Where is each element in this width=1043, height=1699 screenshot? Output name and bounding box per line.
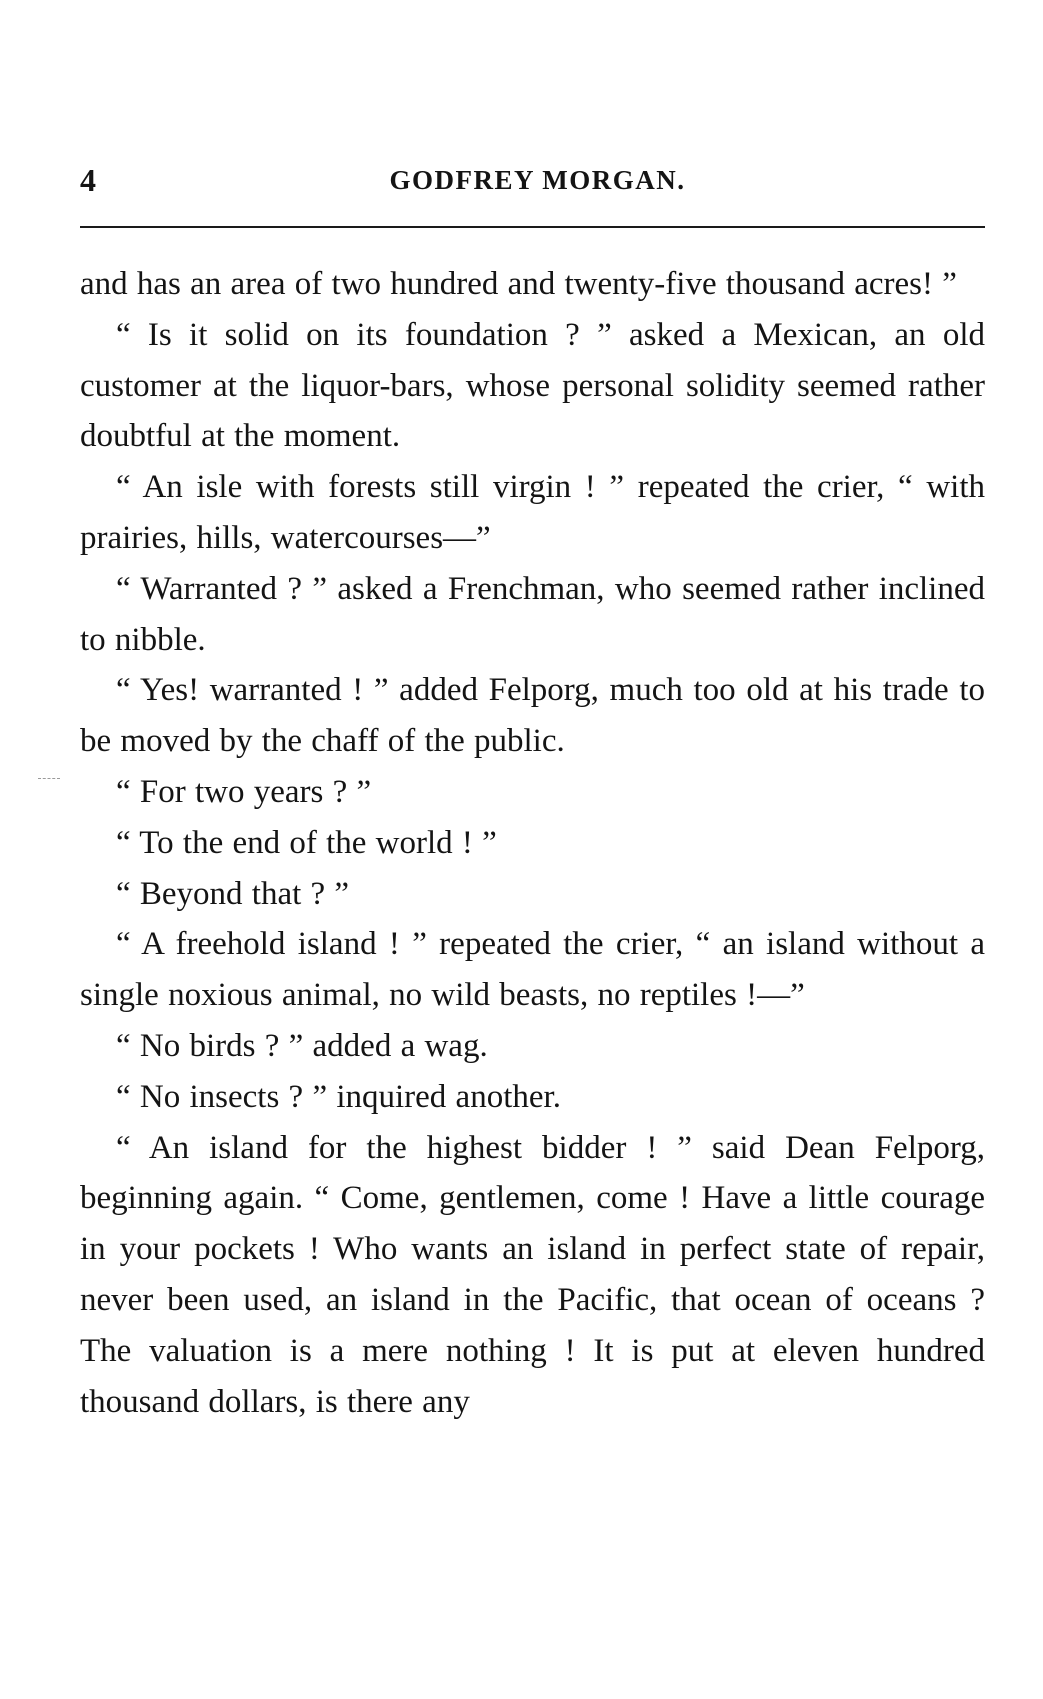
body-text [80,259,985,1427]
running-head [80,160,985,200]
paragraph: “ For two years ? ” [116,773,372,810]
paragraph: “ To the end of the world ! ” [116,824,497,861]
paragraph: “ Yes! warranted ! ” added Felporg, much too old at his trade to be moved by the chaff of the public. [80,672,985,760]
paragraph: “ Warranted ? ” asked a Frenchman, who seemed rather inclined to nibble. [80,570,985,658]
paragraph: and has an area of two hundred and twenty-five thousand acres! ” [80,266,957,302]
paragraph: “ Beyond that ? ” [116,875,350,912]
paragraph: “ A freehold island ! ” repeated the crier, “ an island without a single noxious animal, no wild beasts, no reptiles !—” [80,926,985,1014]
book-title: GODFREY MORGAN. [389,165,686,195]
paragraph: “ No birds ? ” added a wag. [116,1027,488,1064]
paragraph: “ An isle with forests still virgin ! ” repeated the crier, “ with prairies, hills, watercourses—” [80,469,985,556]
page-number: 4 [80,162,96,198]
paragraph: “ Is it solid on its foundation ? ” asked a Mexican, an old customer at the liquor-bars, whose personal solidity seemed rather doubtful at the moment. [80,316,985,455]
paragraph: “ No insects ? ” inquired another. [116,1078,561,1115]
paragraph: “ An island for the highest bidder ! ” said Dean Felporg, beginning again. “ Come, gentlemen, come ! Have a little courage in your pockets ! Who wants an island in perfect state of repair, never been used, an island in the Pacific, that ocean of oceans ? The valuation is a mere nothing ! It is put at eleven hundred thousand dollars, is there any [80,1129,985,1420]
margin-mark [38,778,60,779]
header-rule [80,226,985,228]
